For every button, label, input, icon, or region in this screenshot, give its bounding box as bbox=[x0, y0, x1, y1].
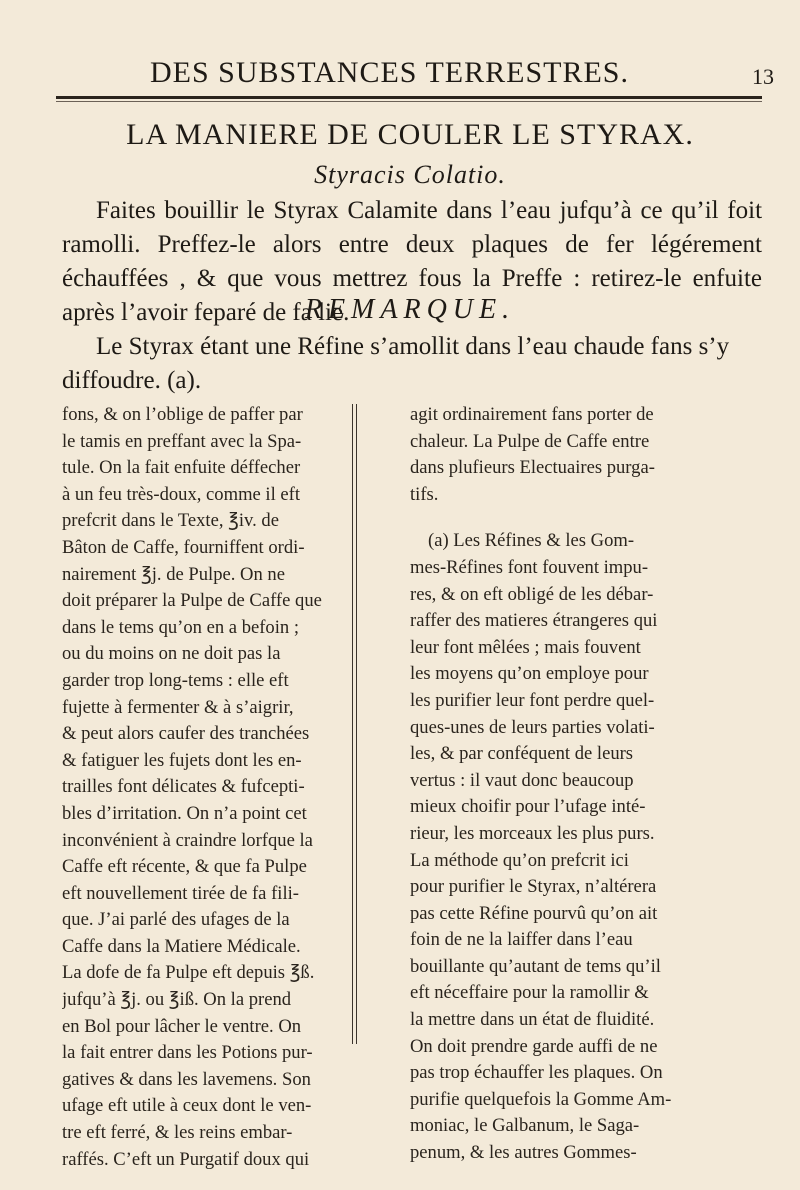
column-line: ufage eft utile à ceux dont le ven- bbox=[62, 1095, 312, 1117]
footnote-line: pour purifier le Styrax, n’altérera bbox=[410, 876, 657, 898]
footnote-line: (a) Les Réfines & les Gom- bbox=[428, 530, 635, 552]
remark-line: Le Styrax étant une Réfine s’amollit dans l’eau chaude bbox=[96, 333, 645, 360]
column-line: Caffe eft récente, & que fa Pulpe bbox=[62, 856, 307, 878]
column-line: la fait entrer dans les Potions pur- bbox=[62, 1042, 313, 1064]
column-line: dans plufieurs Electuaires purga- bbox=[410, 457, 655, 479]
article-title: LA MANIERE DE COULER LE STYRAX. bbox=[126, 118, 694, 151]
footnote-line: les moyens qu’on employe pour bbox=[410, 663, 649, 685]
intro-line: fer légérement échauffées , & que vous mettrez fous la bbox=[62, 231, 763, 292]
remark-heading: REMARQUE. bbox=[304, 294, 516, 325]
column-line: en Bol pour lâcher le ventre. On bbox=[62, 1015, 302, 1037]
footnote-line: foin de ne la laiffer dans l’eau bbox=[410, 929, 633, 951]
column-line: inconvénient à craindre lorfque la bbox=[62, 829, 313, 851]
footnote-line: moniac, le Galbanum, le Saga- bbox=[410, 1115, 640, 1137]
column-line: garder trop long-tems : elle eft bbox=[62, 669, 289, 691]
column-line: La dofe de fa Pulpe eft depuis ℥ß. bbox=[62, 962, 315, 984]
footnote-line: On doit prendre garde auffi de ne bbox=[410, 1035, 658, 1057]
header-rule bbox=[56, 96, 762, 99]
footnote-line: mes-Réfines font fouvent impu- bbox=[410, 556, 649, 578]
footnote-line: pas trop échauffer les plaques. On bbox=[410, 1062, 663, 1084]
footnote-line: La méthode qu’on prefcrit ici bbox=[410, 849, 629, 871]
left-column bbox=[62, 402, 344, 1173]
column-line: dans le tems qu’on en a befoin ; bbox=[62, 616, 300, 638]
footnote-line: leur font mêlées ; mais fouvent bbox=[410, 636, 641, 658]
intro-line: qu’il foit ramolli. Preffez-le alors entre deux plaques de bbox=[62, 197, 763, 258]
footnote-line: la mettre dans un état de fluidité. bbox=[410, 1009, 655, 1031]
footnote-line: rieur, les morceaux les plus purs. bbox=[410, 822, 655, 844]
column-line: & peut alors caufer des tranchées bbox=[62, 723, 310, 745]
header-rule-thin bbox=[56, 101, 762, 102]
column-divider bbox=[352, 404, 353, 1044]
paragraph-gap bbox=[410, 508, 760, 528]
article-subtitle: Styracis Colatio. bbox=[314, 160, 506, 189]
column-line: que. J’ai parlé des ufages de la bbox=[62, 909, 290, 931]
column-line: prefcrit dans le Texte, ℥iv. de bbox=[62, 510, 279, 532]
column-line: tifs. bbox=[410, 483, 439, 505]
page-number: 13 bbox=[752, 64, 774, 89]
column-line: tule. On la fait enfuite déffecher bbox=[62, 457, 301, 479]
column-line: chaleur. La Pulpe de Caffe entre bbox=[410, 430, 650, 452]
column-line: agit ordinairement fans porter de bbox=[410, 404, 654, 425]
column-line: eft nouvellement tirée de fa fili- bbox=[62, 882, 299, 904]
column-line: jufqu’à ℥j. ou ℥iß. On la prend bbox=[62, 989, 292, 1011]
right-column bbox=[410, 402, 760, 1167]
footnote-line: ques-unes de leurs parties volati- bbox=[410, 716, 655, 738]
column-line: tre eft ferré, & les reins embar- bbox=[62, 1122, 293, 1144]
running-title: DES SUBSTANCES TERRESTRES. bbox=[150, 56, 629, 89]
column-line: à un feu très-doux, comme il eft bbox=[62, 483, 301, 505]
column-line: trailles font délicates & fufcepti- bbox=[62, 776, 305, 798]
footnote-line: res, & on eft obligé de les débar- bbox=[410, 583, 654, 605]
remark-line: fans s’y diffoudre. (a). bbox=[62, 333, 730, 394]
footnote-line: mieux choifir pour l’ufage inté- bbox=[410, 796, 646, 818]
column-line: gatives & dans les lavemens. Son bbox=[62, 1068, 311, 1090]
column-line: Caffe dans la Matiere Médicale. bbox=[62, 935, 301, 957]
column-line: bles d’irritation. On n’a point cet bbox=[62, 802, 307, 824]
footnote-line: bouillante qu’autant de tems qu’il bbox=[410, 955, 661, 977]
column-line: & fatiguer les fujets dont les en- bbox=[62, 749, 302, 771]
footnote-line: penum, & les autres Gommes- bbox=[410, 1142, 637, 1164]
footnote-line: vertus : il vaut donc beaucoup bbox=[410, 769, 634, 791]
footnote-line: raffer des matieres étrangeres qui bbox=[410, 610, 658, 632]
footnote-line: eft néceffaire pour la ramollir & bbox=[410, 982, 649, 1004]
column-line: Bâton de Caffe, fourniffent ordi- bbox=[62, 536, 305, 558]
column-line: raffés. C’eft un Purgatif doux qui bbox=[62, 1148, 310, 1170]
intro-line: Preffe : retirez-le enfuite après l’avoir feparé de fa lie. bbox=[62, 265, 762, 326]
footnote-line: les purifier leur font perdre quel- bbox=[410, 689, 655, 711]
column-line: doit préparer la Pulpe de Caffe que bbox=[62, 590, 322, 612]
column-line: le tamis en preffant avec la Spa- bbox=[62, 430, 302, 452]
remark-paragraph bbox=[62, 330, 762, 398]
column-divider bbox=[356, 404, 357, 1044]
footnote-line: pas cette Réfine pourvû qu’on ait bbox=[410, 902, 658, 924]
column-line: fons, & on l’oblige de paffer par bbox=[62, 404, 303, 425]
column-line: ou du moins on ne doit pas la bbox=[62, 643, 281, 665]
intro-line: Faites bouillir le Styrax Calamite dans l’eau jufqu’à ce bbox=[96, 197, 663, 224]
footnote-line: les, & par conféquent de leurs bbox=[410, 743, 634, 765]
column-line: nairement ℥j. de Pulpe. On ne bbox=[62, 563, 285, 585]
column-line: fujette à fermenter & à s’aigrir, bbox=[62, 696, 294, 718]
footnote-line: purifie quelquefois la Gomme Am- bbox=[410, 1088, 672, 1110]
